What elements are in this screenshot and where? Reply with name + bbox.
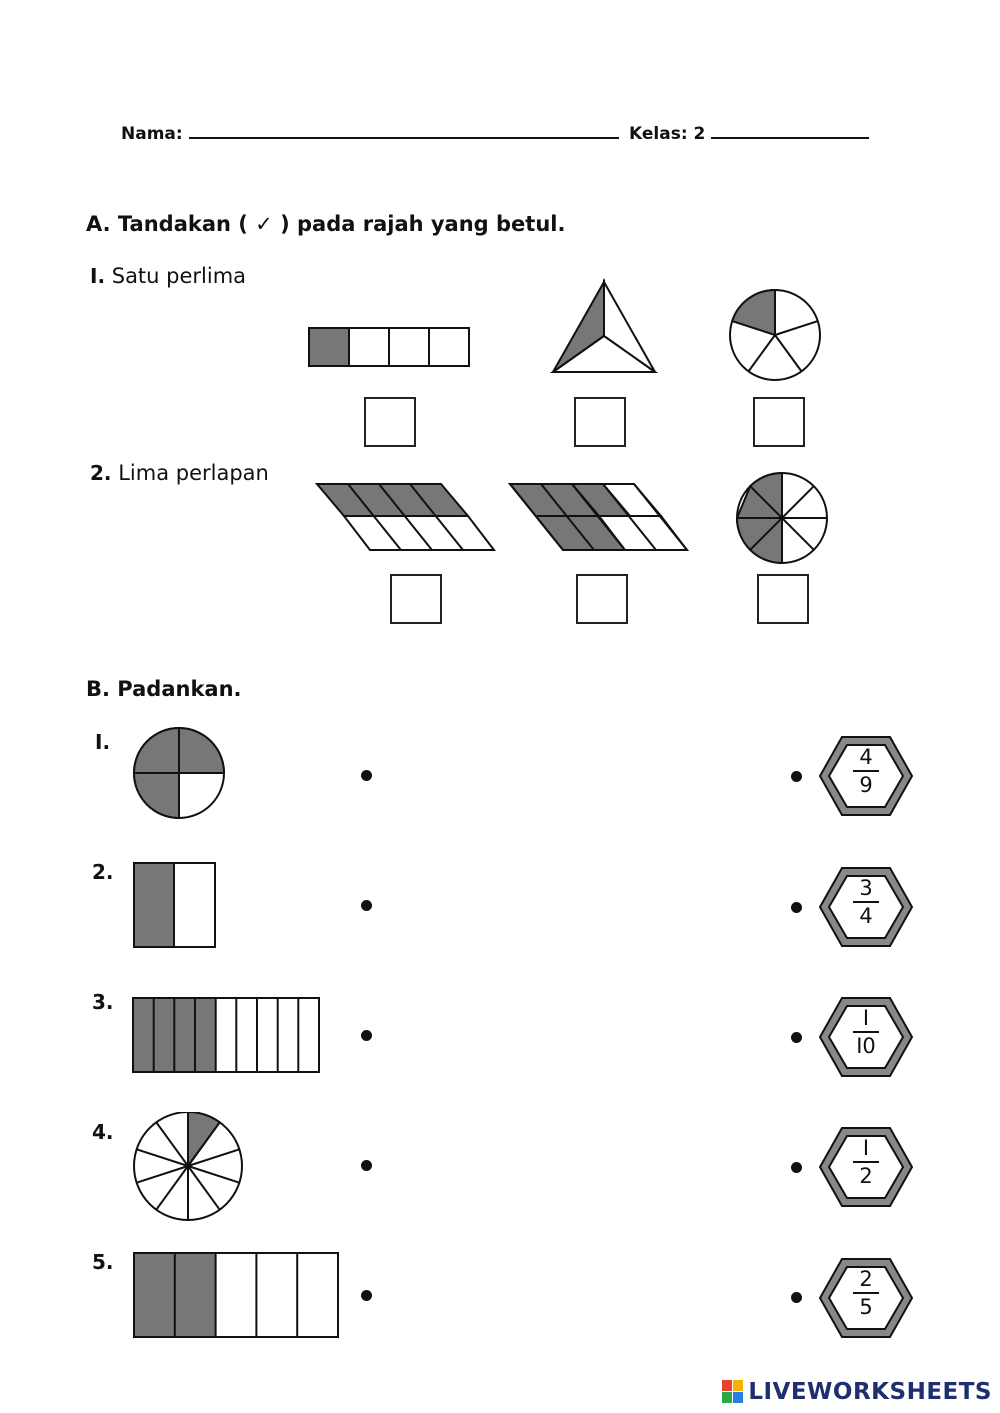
tickbox-a1-option2[interactable] (574, 397, 626, 447)
liveworksheets-brand (722, 1379, 992, 1405)
question-a2-number: 2. (90, 461, 112, 485)
match-dot-right-4[interactable] (791, 1162, 802, 1173)
item-b4-number: 4. (92, 1120, 114, 1144)
figure-a2-circle (732, 470, 832, 570)
section-b-title: B. Padankan. (86, 677, 242, 701)
item-b3-number: 3. (92, 990, 114, 1014)
fraction-badge-1 (818, 734, 914, 818)
match-dot-left-1[interactable] (361, 770, 372, 781)
item-b5-number: 5. (92, 1250, 114, 1274)
figure-a1-bar (300, 320, 480, 372)
question-a1 (90, 264, 246, 288)
name-line[interactable] (189, 137, 619, 139)
fraction-5-numerator: 2 (859, 1267, 873, 1291)
figure-a1-circle (725, 288, 825, 388)
class-line[interactable] (711, 137, 869, 139)
match-dot-right-5[interactable] (791, 1292, 802, 1303)
match-dot-left-3[interactable] (361, 1030, 372, 1041)
fraction-1-denominator: 9 (859, 773, 873, 797)
brand-name: LIVEWORKSHEETS (748, 1379, 992, 1405)
match-dot-left-5[interactable] (361, 1290, 372, 1301)
tickbox-a2-option3[interactable] (757, 574, 809, 624)
fraction-1-numerator: 4 (859, 745, 873, 769)
tickbox-a2-option2[interactable] (576, 574, 628, 624)
figure-b3-bar (128, 992, 324, 1078)
fraction-badge-5 (818, 1256, 914, 1340)
fraction-4-denominator: 2 (859, 1164, 873, 1188)
name-field[interactable] (121, 124, 619, 144)
question-a2 (90, 461, 269, 485)
figure-b4-circle (128, 1112, 248, 1222)
tickbox-a1-option3[interactable] (753, 397, 805, 447)
figure-b5-bar (128, 1247, 344, 1343)
tickbox-a2-option1[interactable] (390, 574, 442, 624)
match-dot-left-4[interactable] (361, 1160, 372, 1171)
figure-a2-parallelogram-2 (505, 478, 695, 558)
name-label: Nama: (121, 124, 183, 144)
fraction-3-denominator: I0 (856, 1034, 876, 1058)
fraction-3-numerator: I (862, 1006, 870, 1030)
fraction-badge-3 (818, 995, 914, 1079)
figure-a1-triangle (545, 278, 665, 378)
item-b1-number: I. (95, 730, 111, 754)
figure-b1-circle (128, 722, 230, 824)
item-b2-number: 2. (92, 860, 114, 884)
question-a1-label: Satu perlima (111, 264, 247, 288)
figure-a2-parallelogram-1 (312, 478, 502, 558)
section-a-title: A. Tandakan ( ✓ ) pada rajah yang betul. (86, 212, 566, 236)
fraction-5-denominator: 5 (859, 1295, 873, 1319)
fraction-2-denominator: 4 (859, 904, 873, 928)
liveworksheets-logo-icon (722, 1380, 744, 1404)
fraction-badge-2 (818, 865, 914, 949)
class-label: Kelas: 2 (629, 124, 706, 144)
question-a1-number: I. (90, 264, 106, 288)
match-dot-right-2[interactable] (791, 902, 802, 913)
fraction-4-numerator: I (862, 1136, 870, 1160)
match-dot-right-1[interactable] (791, 771, 802, 782)
figure-b2-rectangle (128, 858, 222, 952)
match-dot-left-2[interactable] (361, 900, 372, 911)
match-dot-right-3[interactable] (791, 1032, 802, 1043)
fraction-2-numerator: 3 (859, 876, 873, 900)
fraction-badge-4 (818, 1125, 914, 1209)
class-field[interactable] (629, 124, 869, 144)
tickbox-a1-option1[interactable] (364, 397, 416, 447)
question-a2-label: Lima perlapan (118, 461, 269, 485)
